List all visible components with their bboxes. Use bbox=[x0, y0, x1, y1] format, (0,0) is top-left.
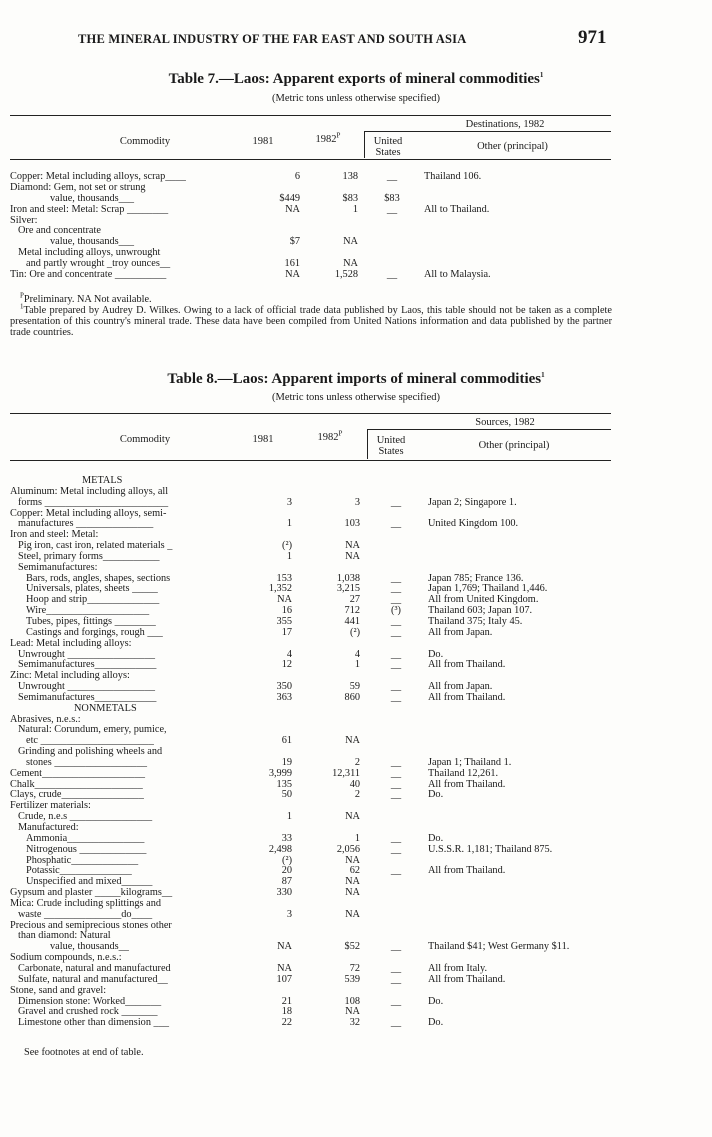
commodity-cell: NONMETALS bbox=[74, 702, 137, 714]
value-1981-cell: 355 bbox=[276, 615, 292, 627]
value-1981-cell: $449 bbox=[279, 192, 300, 204]
table8-title bbox=[0, 371, 712, 388]
table7-footnotes bbox=[10, 291, 612, 338]
table7-subtitle: (Metric tons unless otherwise specified) bbox=[272, 93, 440, 104]
value-1981-cell: NA bbox=[277, 594, 292, 606]
value-1981-cell: 363 bbox=[276, 691, 292, 703]
other-principal-cell: Japan 1; Thailand 1. bbox=[428, 756, 512, 768]
value-1981-cell: 1 bbox=[286, 811, 292, 823]
united-states-cell: __ bbox=[390, 995, 402, 1007]
value-1981-cell: 161 bbox=[284, 258, 300, 270]
table7-col-1982-text: 1982 bbox=[315, 134, 337, 145]
commodity-cell: Dimension stone: Worked_______ bbox=[18, 995, 162, 1007]
value-1982-cell: 1 bbox=[354, 659, 360, 671]
other-principal-cell: Thailand 106. bbox=[424, 171, 482, 182]
value-1981-cell: NA bbox=[285, 203, 300, 215]
other-principal-cell: Do. bbox=[428, 648, 444, 660]
commodity-cell: Sulfate, natural and manufactured__ bbox=[18, 973, 168, 985]
table-row bbox=[10, 704, 610, 715]
commodity-cell: Potassic______________ bbox=[26, 865, 132, 877]
value-1981-cell: 153 bbox=[276, 572, 292, 584]
value-1981-cell: 17 bbox=[281, 626, 292, 638]
united-states-cell: __ bbox=[390, 691, 402, 703]
footnote-preliminary bbox=[10, 291, 612, 305]
commodity-cell: value, thousands__ bbox=[50, 941, 129, 953]
other-principal-cell: Do. bbox=[428, 789, 444, 801]
commodity-cell: Tubes, pipes, fittings ________ bbox=[26, 615, 156, 627]
commodity-cell: Grinding and polishing wheels and bbox=[18, 746, 163, 758]
table8-title-text: Table 8.—Laos: Apparent imports of mineral commodities bbox=[167, 371, 542, 387]
commodity-cell: Cement____________________ bbox=[10, 767, 145, 779]
table7-title-text: Table 7.—Laos: Apparent exports of mineral commodities bbox=[168, 71, 540, 87]
see-footnotes-note: See footnotes at end of table. bbox=[24, 1047, 144, 1058]
commodity-cell: Precious and semiprecious stones other bbox=[10, 919, 172, 931]
commodity-cell: Ore and concentrate bbox=[18, 225, 101, 237]
commodity-cell: etc ______________________ bbox=[26, 735, 154, 747]
table8-col-commodity: Commodity bbox=[119, 434, 171, 445]
commodity-cell: Nitrogenous _____________ bbox=[26, 843, 147, 855]
value-1981-cell: (²) bbox=[282, 540, 292, 552]
united-states-cell: __ bbox=[390, 583, 402, 595]
united-states-cell: __ bbox=[390, 681, 402, 693]
commodity-cell: Copper: Metal including alloys, semi- bbox=[10, 507, 167, 519]
commodity-cell: Semimanufactures____________ bbox=[18, 659, 157, 671]
commodity-cell: Unspecified and mixed______ bbox=[26, 876, 153, 888]
commodity-cell: Steel, primary forms___________ bbox=[18, 550, 160, 562]
value-1982-cell: 441 bbox=[344, 615, 360, 627]
value-1981-cell: NA bbox=[285, 269, 300, 281]
value-1982-cell: 12,311 bbox=[332, 767, 360, 779]
commodity-cell: Copper: Metal including alloys, scrap____ bbox=[10, 171, 186, 182]
other-principal-cell: Japan 785; France 136. bbox=[428, 572, 524, 584]
value-1982-cell: 860 bbox=[344, 691, 360, 703]
value-1981-cell: 12 bbox=[281, 659, 292, 671]
value-1982-cell: NA bbox=[345, 550, 360, 562]
value-1982-cell: 40 bbox=[349, 778, 360, 790]
value-1981-cell: 107 bbox=[276, 973, 292, 985]
value-1982-cell: 2 bbox=[354, 756, 360, 768]
table-row bbox=[10, 790, 610, 801]
value-1982-cell: NA bbox=[345, 887, 360, 899]
value-1981-cell: 3,999 bbox=[268, 767, 292, 779]
value-1982-cell: $83 bbox=[342, 192, 358, 204]
commodity-cell: Wire____________________ bbox=[26, 605, 150, 617]
value-1981-cell: 19 bbox=[281, 756, 292, 768]
footnote-p-mark: P bbox=[20, 291, 24, 300]
table7-title-sup: 1 bbox=[539, 71, 544, 79]
value-1981-cell: 87 bbox=[281, 876, 292, 888]
commodity-cell: Stone, sand and gravel: bbox=[10, 984, 107, 996]
value-1981-cell: 61 bbox=[281, 735, 292, 747]
value-1982-cell: 2 bbox=[354, 789, 360, 801]
commodity-cell: manufactures _______________ bbox=[18, 518, 154, 530]
commodity-cell: Bars, rods, angles, shapes, sections bbox=[26, 572, 171, 584]
value-1982-cell: 103 bbox=[344, 518, 360, 530]
united-states-cell: __ bbox=[390, 843, 402, 855]
united-states-cell: __ bbox=[390, 496, 402, 508]
value-1982-cell: 1,528 bbox=[334, 269, 358, 281]
table8-top-rule bbox=[10, 413, 611, 414]
united-states-cell: __ bbox=[390, 1017, 402, 1029]
united-states-cell: __ bbox=[390, 648, 402, 660]
other-principal-cell: All from Thailand. bbox=[428, 659, 506, 671]
united-states-cell: __ bbox=[390, 832, 402, 844]
table-row bbox=[10, 563, 610, 574]
commodity-cell: Sodium compounds, n.e.s.: bbox=[10, 952, 122, 964]
value-1981-cell: 22 bbox=[281, 1017, 292, 1029]
other-principal-cell: All from Thailand. bbox=[428, 865, 506, 877]
table-row bbox=[10, 639, 610, 650]
value-1982-cell: 4 bbox=[354, 648, 360, 660]
value-1981-cell: 16 bbox=[281, 605, 292, 617]
commodity-cell: Aluminum: Metal including alloys, all bbox=[10, 485, 169, 497]
table-row bbox=[10, 845, 610, 856]
commodity-cell: Zinc: Metal including alloys: bbox=[10, 670, 130, 682]
other-principal-cell: All from United Kingdom. bbox=[428, 594, 539, 606]
other-principal-cell: All to Thailand. bbox=[424, 203, 490, 215]
commodity-cell: Limestone other than dimension ___ bbox=[18, 1017, 169, 1029]
table-row bbox=[10, 519, 610, 530]
commodity-cell: Diamond: Gem, not set or strung bbox=[10, 181, 146, 193]
value-1981-cell: 1 bbox=[286, 518, 292, 530]
table-row bbox=[10, 270, 610, 281]
united-states-cell: __ bbox=[390, 778, 402, 790]
commodity-cell: Clays, crude________________ bbox=[10, 789, 144, 801]
value-1981-cell: 4 bbox=[286, 648, 292, 660]
commodity-cell: Gypsum and plaster _____kilograms__ bbox=[10, 887, 173, 899]
value-1981-cell: 350 bbox=[276, 681, 292, 693]
table7-col-other: Other (principal) bbox=[477, 141, 548, 152]
value-1982-cell: NA bbox=[345, 540, 360, 552]
united-states-cell: __ bbox=[390, 789, 402, 801]
table-row bbox=[10, 498, 610, 509]
united-states-cell: __ bbox=[390, 962, 402, 974]
united-states-cell: __ bbox=[390, 659, 402, 671]
commodity-cell: Fertilizer materials: bbox=[10, 800, 91, 812]
united-states-cell: $83 bbox=[384, 192, 400, 204]
commodity-cell: Phosphatic_____________ bbox=[26, 854, 139, 866]
running-head: THE MINERAL INDUSTRY OF THE FAR EAST AND SOUTH ASIA bbox=[78, 32, 467, 46]
table8-subtitle: (Metric tons unless otherwise specified) bbox=[272, 392, 440, 403]
other-principal-cell: Japan 1,769; Thailand 1,446. bbox=[428, 583, 548, 595]
commodity-cell: than diamond: Natural bbox=[18, 930, 111, 942]
value-1982-cell: 1,038 bbox=[336, 572, 360, 584]
value-1981-cell: 20 bbox=[281, 865, 292, 877]
page-number: 971 bbox=[578, 27, 607, 48]
commodity-cell: and partly wrought _troy ounces__ bbox=[26, 258, 171, 270]
value-1982-cell: 712 bbox=[344, 605, 360, 617]
value-1981-cell: 33 bbox=[281, 832, 292, 844]
table8-col-1981: 1981 bbox=[252, 434, 274, 445]
commodity-cell: Castings and forgings, rough ___ bbox=[26, 626, 163, 638]
footnote-p-text: Preliminary. NA Not available. bbox=[23, 294, 152, 305]
commodity-cell: Hoop and strip______________ bbox=[26, 594, 160, 606]
commodity-cell: Crude, n.e.s ________________ bbox=[18, 811, 153, 823]
united-states-cell: __ bbox=[390, 756, 402, 768]
table8-body bbox=[10, 476, 610, 1029]
value-1981-cell: NA bbox=[277, 962, 292, 974]
commodity-cell: Unwrought _________________ bbox=[18, 681, 156, 693]
table8-col-other: Other (principal) bbox=[478, 440, 550, 451]
table7-col-us: United States bbox=[373, 136, 403, 158]
other-principal-cell: All from Thailand. bbox=[428, 778, 506, 790]
value-1981-cell: (²) bbox=[282, 854, 292, 866]
united-states-cell: __ bbox=[386, 269, 398, 281]
value-1982-cell: $52 bbox=[344, 941, 360, 953]
other-principal-cell: Thailand 12,261. bbox=[428, 767, 499, 779]
commodity-cell: Iron and steel: Metal: Scrap ________ bbox=[10, 203, 169, 215]
value-1982-cell: NA bbox=[345, 735, 360, 747]
united-states-cell: __ bbox=[386, 171, 398, 182]
value-1982-cell: 138 bbox=[342, 171, 358, 182]
other-principal-cell: All to Malaysia. bbox=[424, 269, 491, 281]
table-row bbox=[10, 812, 610, 823]
value-1981-cell: NA bbox=[277, 941, 292, 953]
united-states-cell: __ bbox=[390, 626, 402, 638]
value-1981-cell: 2,498 bbox=[268, 843, 292, 855]
united-states-cell: __ bbox=[390, 615, 402, 627]
united-states-cell: __ bbox=[390, 518, 402, 530]
commodity-cell: Ammonia_______________ bbox=[26, 832, 145, 844]
value-1982-cell: 3 bbox=[354, 496, 360, 508]
value-1981-cell: 18 bbox=[281, 1006, 292, 1018]
table8-col-1982 bbox=[300, 429, 360, 443]
value-1982-cell: 32 bbox=[349, 1017, 360, 1029]
united-states-cell: __ bbox=[386, 203, 398, 215]
value-1981-cell: 21 bbox=[281, 995, 292, 1007]
value-1982-cell: 59 bbox=[349, 681, 360, 693]
value-1981-cell: 50 bbox=[281, 789, 292, 801]
commodity-cell: Unwrought _________________ bbox=[18, 648, 156, 660]
other-principal-cell: All from Japan. bbox=[428, 681, 493, 693]
value-1981-cell: 135 bbox=[276, 778, 292, 790]
table7-col-1981: 1981 bbox=[252, 136, 274, 147]
table8-src-rule bbox=[367, 429, 611, 430]
table8-title-sup: 1 bbox=[541, 371, 545, 379]
table7-body bbox=[10, 172, 610, 281]
value-1982-cell: NA bbox=[345, 1006, 360, 1018]
other-principal-cell: Do. bbox=[428, 832, 444, 844]
value-1981-cell: 3 bbox=[286, 496, 292, 508]
other-principal-cell: Japan 2; Singapore 1. bbox=[428, 496, 517, 508]
table-row bbox=[10, 1018, 610, 1029]
other-principal-cell: Thailand $41; West Germany $11. bbox=[428, 941, 570, 953]
united-states-cell: __ bbox=[390, 594, 402, 606]
table7-col-1982 bbox=[298, 131, 358, 145]
value-1982-cell: 108 bbox=[344, 995, 360, 1007]
commodity-cell: Carbonate, natural and manufactured bbox=[18, 962, 171, 974]
footnote-1-text: Table prepared by Audrey D. Wilkes. Owing to a lack of official trade data published by Laos, this table should not be taken as a complete presentation of this country's mineral trade. These data have been compiled from United Nations information and data published by the partner trade countries. bbox=[10, 305, 612, 338]
commodity-cell: Iron and steel: Metal: bbox=[10, 529, 99, 541]
other-principal-cell: Thailand 603; Japan 107. bbox=[428, 605, 533, 617]
other-principal-cell: All from Italy. bbox=[428, 962, 488, 974]
commodity-cell: Mica: Crude including splittings and bbox=[10, 897, 162, 909]
table-row bbox=[10, 205, 610, 216]
value-1982-cell: 1 bbox=[352, 203, 358, 215]
commodity-cell: Semimanufactures____________ bbox=[18, 691, 157, 703]
table8-col-us: United States bbox=[376, 435, 406, 457]
value-1982-cell: 1 bbox=[354, 832, 360, 844]
other-principal-cell: All from Thailand. bbox=[428, 973, 506, 985]
value-1982-cell: (²) bbox=[350, 626, 360, 638]
table8-head-rule bbox=[10, 460, 611, 461]
table8-col-1982-sup: P bbox=[338, 429, 343, 438]
united-states-cell: __ bbox=[390, 941, 402, 953]
commodity-cell: Gravel and crushed rock _______ bbox=[18, 1006, 158, 1018]
table7-dest-rule bbox=[364, 131, 611, 132]
table-row bbox=[10, 552, 610, 563]
united-states-cell: __ bbox=[390, 865, 402, 877]
value-1981-cell: 6 bbox=[294, 171, 300, 182]
other-principal-cell: All from Thailand. bbox=[428, 691, 506, 703]
commodity-cell: Metal including alloys, unwrought bbox=[18, 247, 161, 259]
other-principal-cell: United Kingdom 100. bbox=[428, 518, 519, 530]
value-1982-cell: NA bbox=[343, 236, 358, 248]
value-1982-cell: NA bbox=[345, 908, 360, 920]
value-1982-cell: NA bbox=[345, 854, 360, 866]
table-row bbox=[10, 986, 610, 997]
commodity-cell: Chalk_____________________ bbox=[10, 778, 143, 790]
value-1982-cell: 72 bbox=[349, 962, 360, 974]
value-1981-cell: 3 bbox=[286, 908, 292, 920]
table-row bbox=[10, 769, 610, 780]
table7-head-rule bbox=[10, 159, 611, 160]
commodity-cell: Lead: Metal including alloys: bbox=[10, 637, 132, 649]
value-1982-cell: 27 bbox=[349, 594, 360, 606]
footnote-1 bbox=[10, 302, 612, 338]
commodity-cell: forms ________________________ bbox=[18, 496, 169, 508]
footnote-1-mark: 1 bbox=[20, 302, 24, 311]
commodity-cell: Natural: Corundum, emery, pumice, bbox=[18, 724, 167, 736]
table7-top-rule bbox=[10, 115, 611, 116]
value-1981-cell: 330 bbox=[276, 887, 292, 899]
value-1982-cell: NA bbox=[343, 258, 358, 270]
value-1982-cell: NA bbox=[345, 876, 360, 888]
commodity-cell: Tin: Ore and concentrate __________ bbox=[10, 269, 167, 281]
commodity-cell: Universals, plates, sheets _____ bbox=[26, 583, 158, 595]
value-1981-cell: 1,352 bbox=[268, 583, 292, 595]
table7-col-destinations: Destinations, 1982 bbox=[465, 119, 545, 130]
commodity-cell: value, thousands___ bbox=[50, 192, 135, 204]
commodity-cell: Pig iron, cast iron, related materials _ bbox=[18, 540, 173, 552]
other-principal-cell: Do. bbox=[428, 1017, 444, 1029]
value-1982-cell: 3,215 bbox=[336, 583, 360, 595]
commodity-cell: waste _______________do____ bbox=[18, 908, 153, 920]
value-1982-cell: NA bbox=[345, 811, 360, 823]
commodity-cell: METALS bbox=[82, 475, 123, 486]
other-principal-cell: U.S.S.R. 1,181; Thailand 875. bbox=[428, 843, 553, 855]
table-row bbox=[10, 910, 610, 921]
value-1982-cell: 539 bbox=[344, 973, 360, 985]
other-principal-cell: Do. bbox=[428, 995, 444, 1007]
united-states-cell: __ bbox=[390, 572, 402, 584]
other-principal-cell: Thailand 375; Italy 45. bbox=[428, 615, 523, 627]
united-states-cell: (³) bbox=[391, 605, 401, 617]
value-1981-cell: 1 bbox=[286, 550, 292, 562]
value-1982-cell: 62 bbox=[349, 865, 360, 877]
table8-col-sources: Sources, 1982 bbox=[475, 417, 535, 428]
commodity-cell: Abrasives, n.e.s.: bbox=[10, 713, 81, 725]
table8-col-1982-text: 1982 bbox=[317, 432, 339, 443]
commodity-cell: Silver: bbox=[10, 214, 38, 226]
united-states-cell: __ bbox=[390, 973, 402, 985]
table7-title bbox=[0, 71, 712, 88]
commodity-cell: stones __________________ bbox=[26, 756, 147, 768]
commodity-cell: value, thousands___ bbox=[50, 236, 135, 248]
commodity-cell: Manufactured: bbox=[18, 822, 79, 833]
united-states-cell: __ bbox=[390, 767, 402, 779]
table7-col-1982-sup: P bbox=[336, 131, 341, 140]
other-principal-cell: All from Japan. bbox=[428, 626, 493, 638]
value-1982-cell: 2,056 bbox=[336, 843, 360, 855]
value-1981-cell: $7 bbox=[289, 236, 300, 248]
commodity-cell: Semimanufactures: bbox=[18, 561, 98, 573]
table7-col-commodity: Commodity bbox=[119, 136, 171, 147]
